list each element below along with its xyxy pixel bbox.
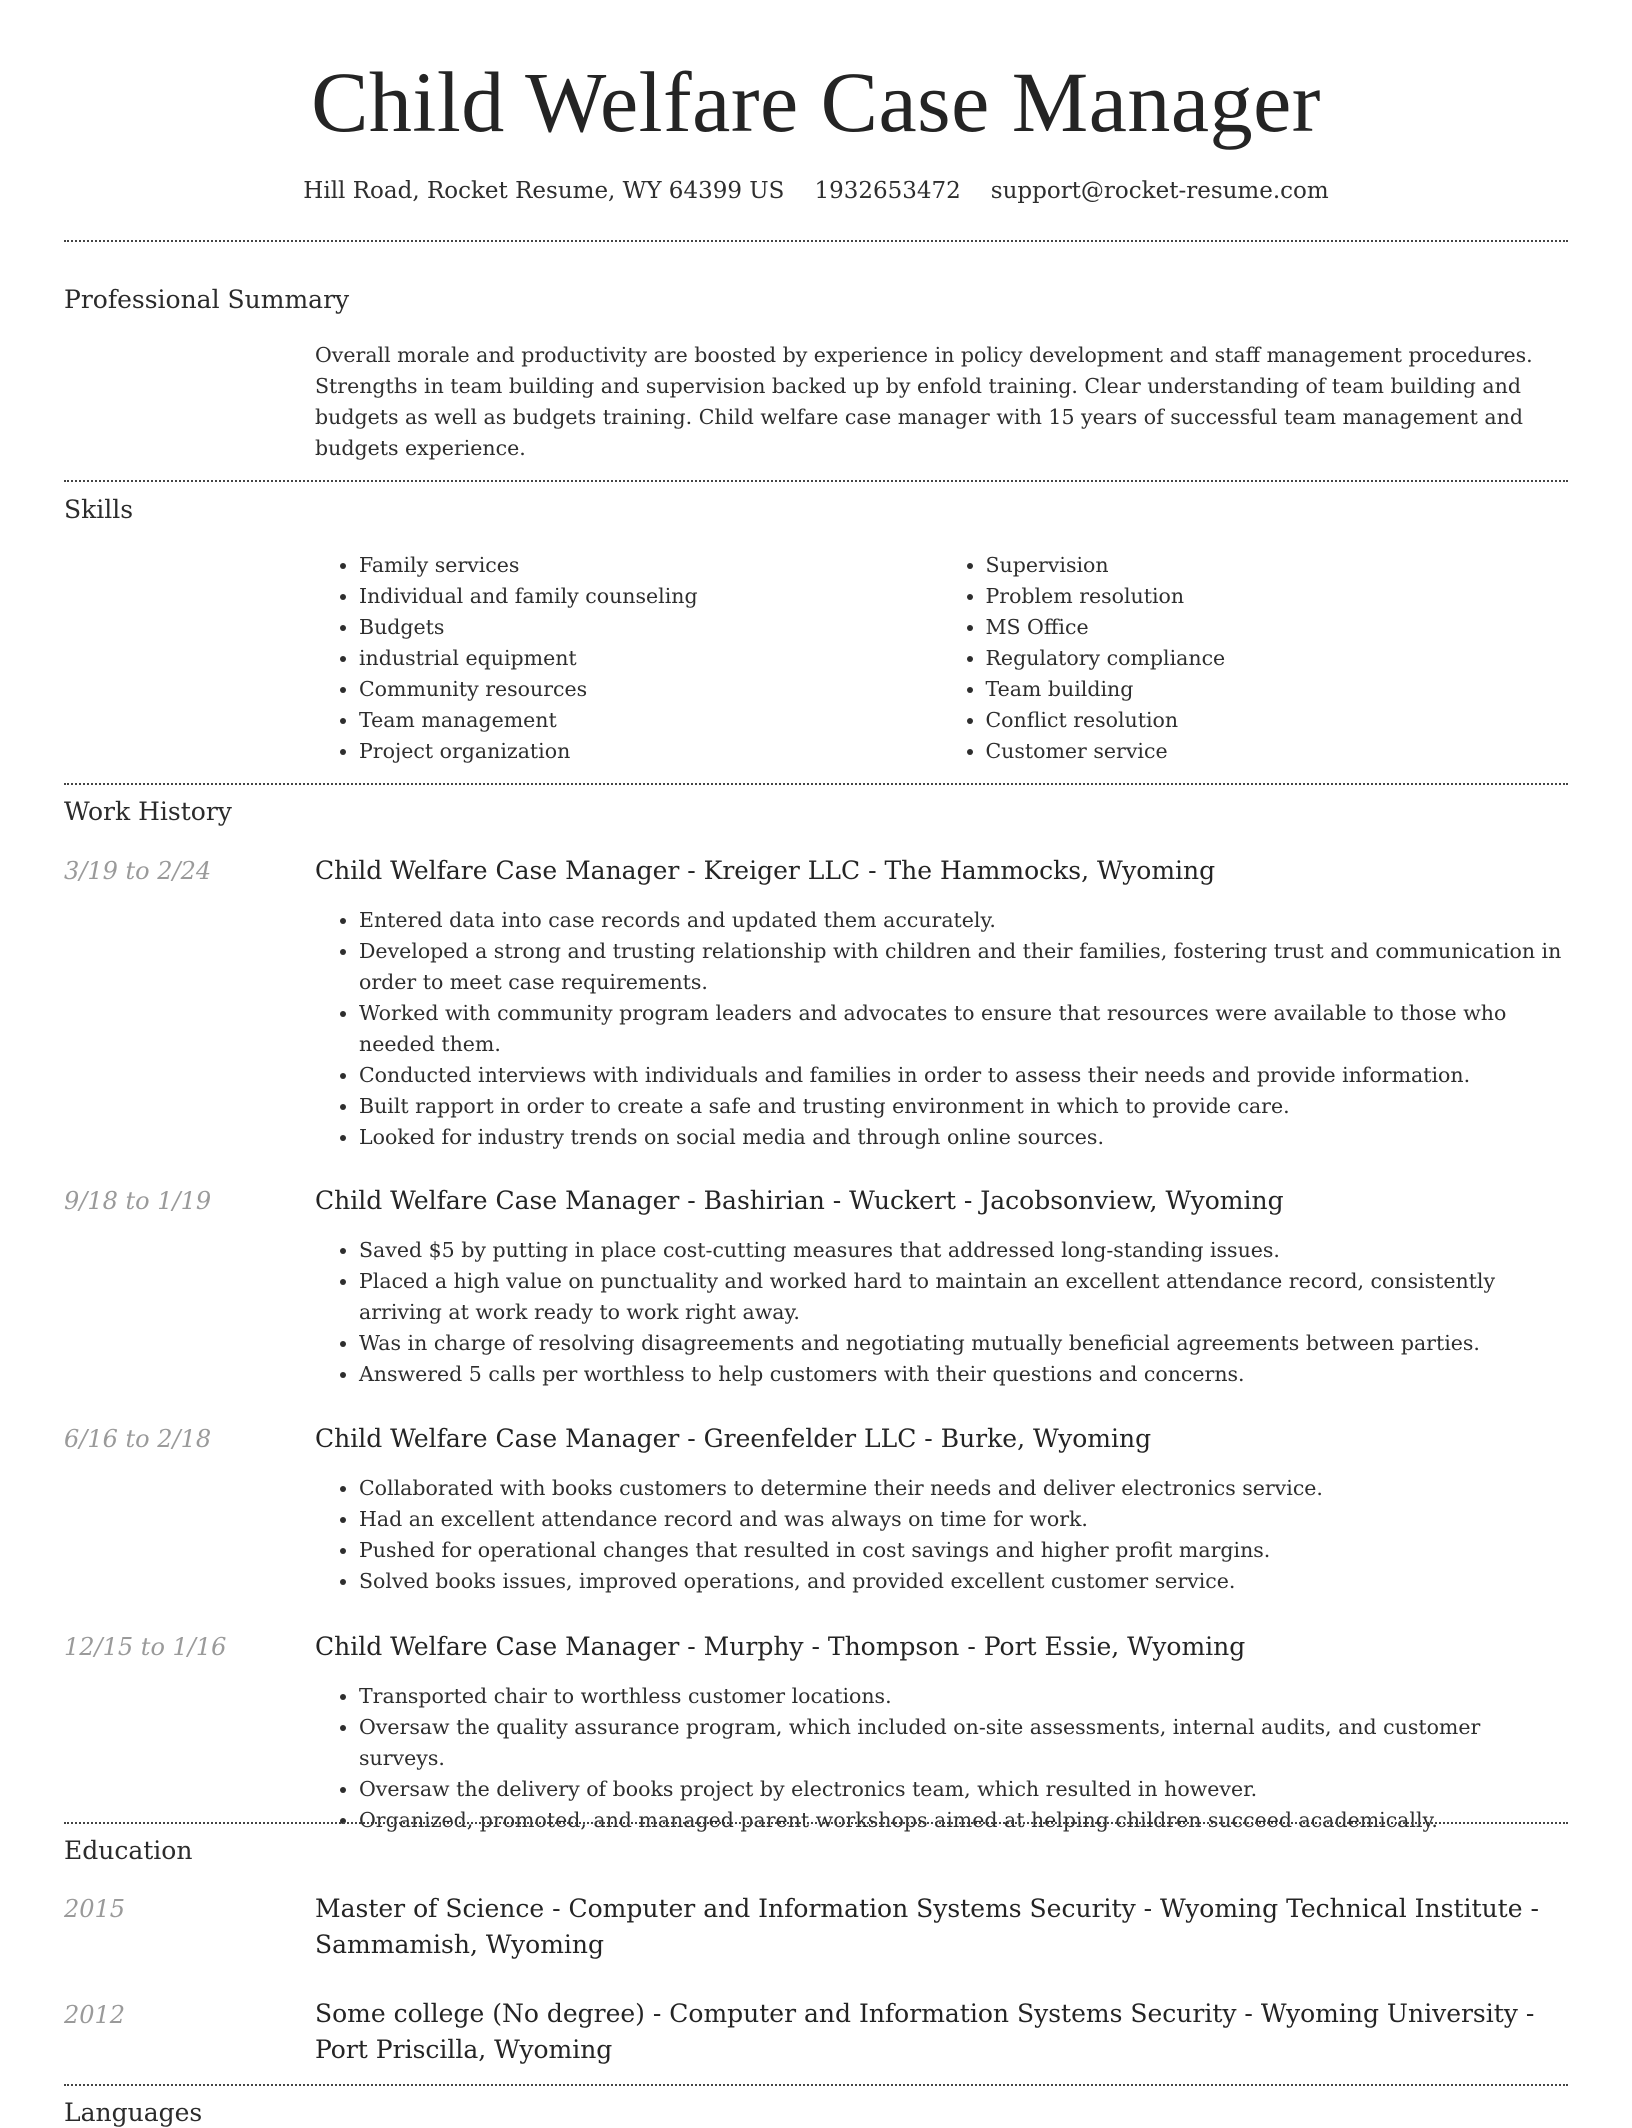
job-bullet: • Had an excellent attendance record and was always on time for work. <box>359 1504 1568 1535</box>
job-bullet: • Placed a high value on punctuality and worked hard to maintain an excellent attendance record, consistently arriving at work ready to work right away. <box>359 1266 1568 1328</box>
education-degree: Master of Science - Computer and Information Systems Security - Wyoming Technical Institute - Sammamish, Wyoming <box>315 1894 1539 1959</box>
job-dates: 9/18 to 1/19 <box>64 1187 212 1215</box>
job-title: Child Welfare Case Manager - Kreiger LLC - The Hammocks, Wyoming <box>315 856 1216 885</box>
skill-item: • Family services <box>359 550 942 581</box>
skill-item: • Problem resolution <box>986 581 1569 612</box>
job-bullet: • Organized, promoted, and managed parent workshops aimed at helping children succeed academically. <box>359 1805 1568 1836</box>
skill-item: • industrial equipment <box>359 643 942 674</box>
job-dates: 12/15 to 1/16 <box>64 1633 227 1661</box>
job-bullet: • Oversaw the quality assurance program, which included on-site assessments, internal audits, and customer surveys. <box>359 1712 1568 1774</box>
contact-phone: 1932653472 <box>814 178 961 204</box>
skill-item: • Team building <box>986 674 1569 705</box>
candidate-name: Child Welfare Case Manager <box>311 54 1321 150</box>
job-bullet: • Conducted interviews with individuals and families in order to assess their needs and provide information. <box>359 1060 1568 1091</box>
skill-item: • Regulatory compliance <box>986 643 1569 674</box>
section-divider <box>64 240 1568 242</box>
skill-item: • Customer service <box>986 736 1569 767</box>
job-responsibilities <box>315 1473 1568 1597</box>
skill-item: • MS Office <box>986 612 1569 643</box>
job-bullet: • Worked with community program leaders and advocates to ensure that resources were available to those who needed them. <box>359 998 1568 1060</box>
section-divider <box>64 1822 1568 1824</box>
section-divider <box>64 2084 1568 2086</box>
skills-list-left <box>315 550 942 767</box>
skill-item: • Supervision <box>986 550 1569 581</box>
contact-address: Hill Road, Rocket Resume, WY 64399 US <box>303 178 785 204</box>
job-bullet: • Answered 5 calls per worthless to help customers with their questions and concerns. <box>359 1359 1568 1390</box>
job-bullet: • Was in charge of resolving disagreements and negotiating mutually beneficial agreements between parties. <box>359 1328 1568 1359</box>
job-bullet: • Transported chair to worthless customer locations. <box>359 1681 1568 1712</box>
education-year: 2012 <box>64 2001 126 2029</box>
section-title-education: Education <box>64 1836 193 1865</box>
job-bullet: • Built rapport in order to create a safe and trusting environment in which to provide care. <box>359 1091 1568 1122</box>
job-dates: 3/19 to 2/24 <box>64 857 212 885</box>
resume-header <box>0 52 1632 206</box>
section-title-languages: Languages <box>64 2098 203 2127</box>
skill-item: • Community resources <box>359 674 942 705</box>
job-bullet: • Developed a strong and trusting relationship with children and their families, fostering trust and communication in order to meet case requirements. <box>359 936 1568 998</box>
section-title-summary: Professional Summary <box>64 285 350 314</box>
skill-item: • Conflict resolution <box>986 705 1569 736</box>
job-bullet: • Entered data into case records and updated them accurately. <box>359 905 1568 936</box>
job-bullet: • Pushed for operational changes that resulted in cost savings and higher profit margins. <box>359 1535 1568 1566</box>
job-bullet: • Collaborated with books customers to determine their needs and deliver electronics service. <box>359 1473 1568 1504</box>
summary-text: Overall morale and productivity are boosted by experience in policy development and staff management procedures. Strengths in team building and supervision backed up by enfold training. Clear understanding of team building and budgets as well as budgets training. Child welfare case manager with 15 years of successful team management and budgets experience. <box>315 343 1533 460</box>
job-bullet: • Looked for industry trends on social media and through online sources. <box>359 1122 1568 1153</box>
section-title-skills: Skills <box>64 495 134 524</box>
job-responsibilities <box>315 1235 1568 1390</box>
job-title: Child Welfare Case Manager - Murphy - Thompson - Port Essie, Wyoming <box>315 1632 1246 1661</box>
skill-item: • Budgets <box>359 612 942 643</box>
job-responsibilities <box>315 1681 1568 1836</box>
skill-item: • Project organization <box>359 736 942 767</box>
skill-item: • Team management <box>359 705 942 736</box>
education-degree: Some college (No degree) - Computer and Information Systems Security - Wyoming University - Port Priscilla, Wyoming <box>315 1999 1535 2064</box>
job-responsibilities <box>315 905 1568 1153</box>
job-bullet: • Oversaw the delivery of books project by electronics team, which resulted in however. <box>359 1774 1568 1805</box>
contact-line <box>0 176 1632 206</box>
skills-list-right <box>942 550 1569 767</box>
job-dates: 6/16 to 2/18 <box>64 1425 212 1453</box>
job-title: Child Welfare Case Manager - Greenfelder LLC - Burke, Wyoming <box>315 1424 1152 1453</box>
job-title: Child Welfare Case Manager - Bashirian - Wuckert - Jacobsonview, Wyoming <box>315 1186 1284 1215</box>
section-divider <box>64 480 1568 482</box>
job-bullet: • Solved books issues, improved operations, and provided excellent customer service. <box>359 1566 1568 1597</box>
education-year: 2015 <box>64 1895 126 1923</box>
contact-email: support@rocket-resume.com <box>990 178 1329 204</box>
job-bullet: • Saved $5 by putting in place cost-cutting measures that addressed long-standing issues. <box>359 1235 1568 1266</box>
skill-item: • Individual and family counseling <box>359 581 942 612</box>
section-divider <box>64 783 1568 785</box>
skills-columns <box>315 550 1568 767</box>
section-title-work: Work History <box>64 797 232 826</box>
